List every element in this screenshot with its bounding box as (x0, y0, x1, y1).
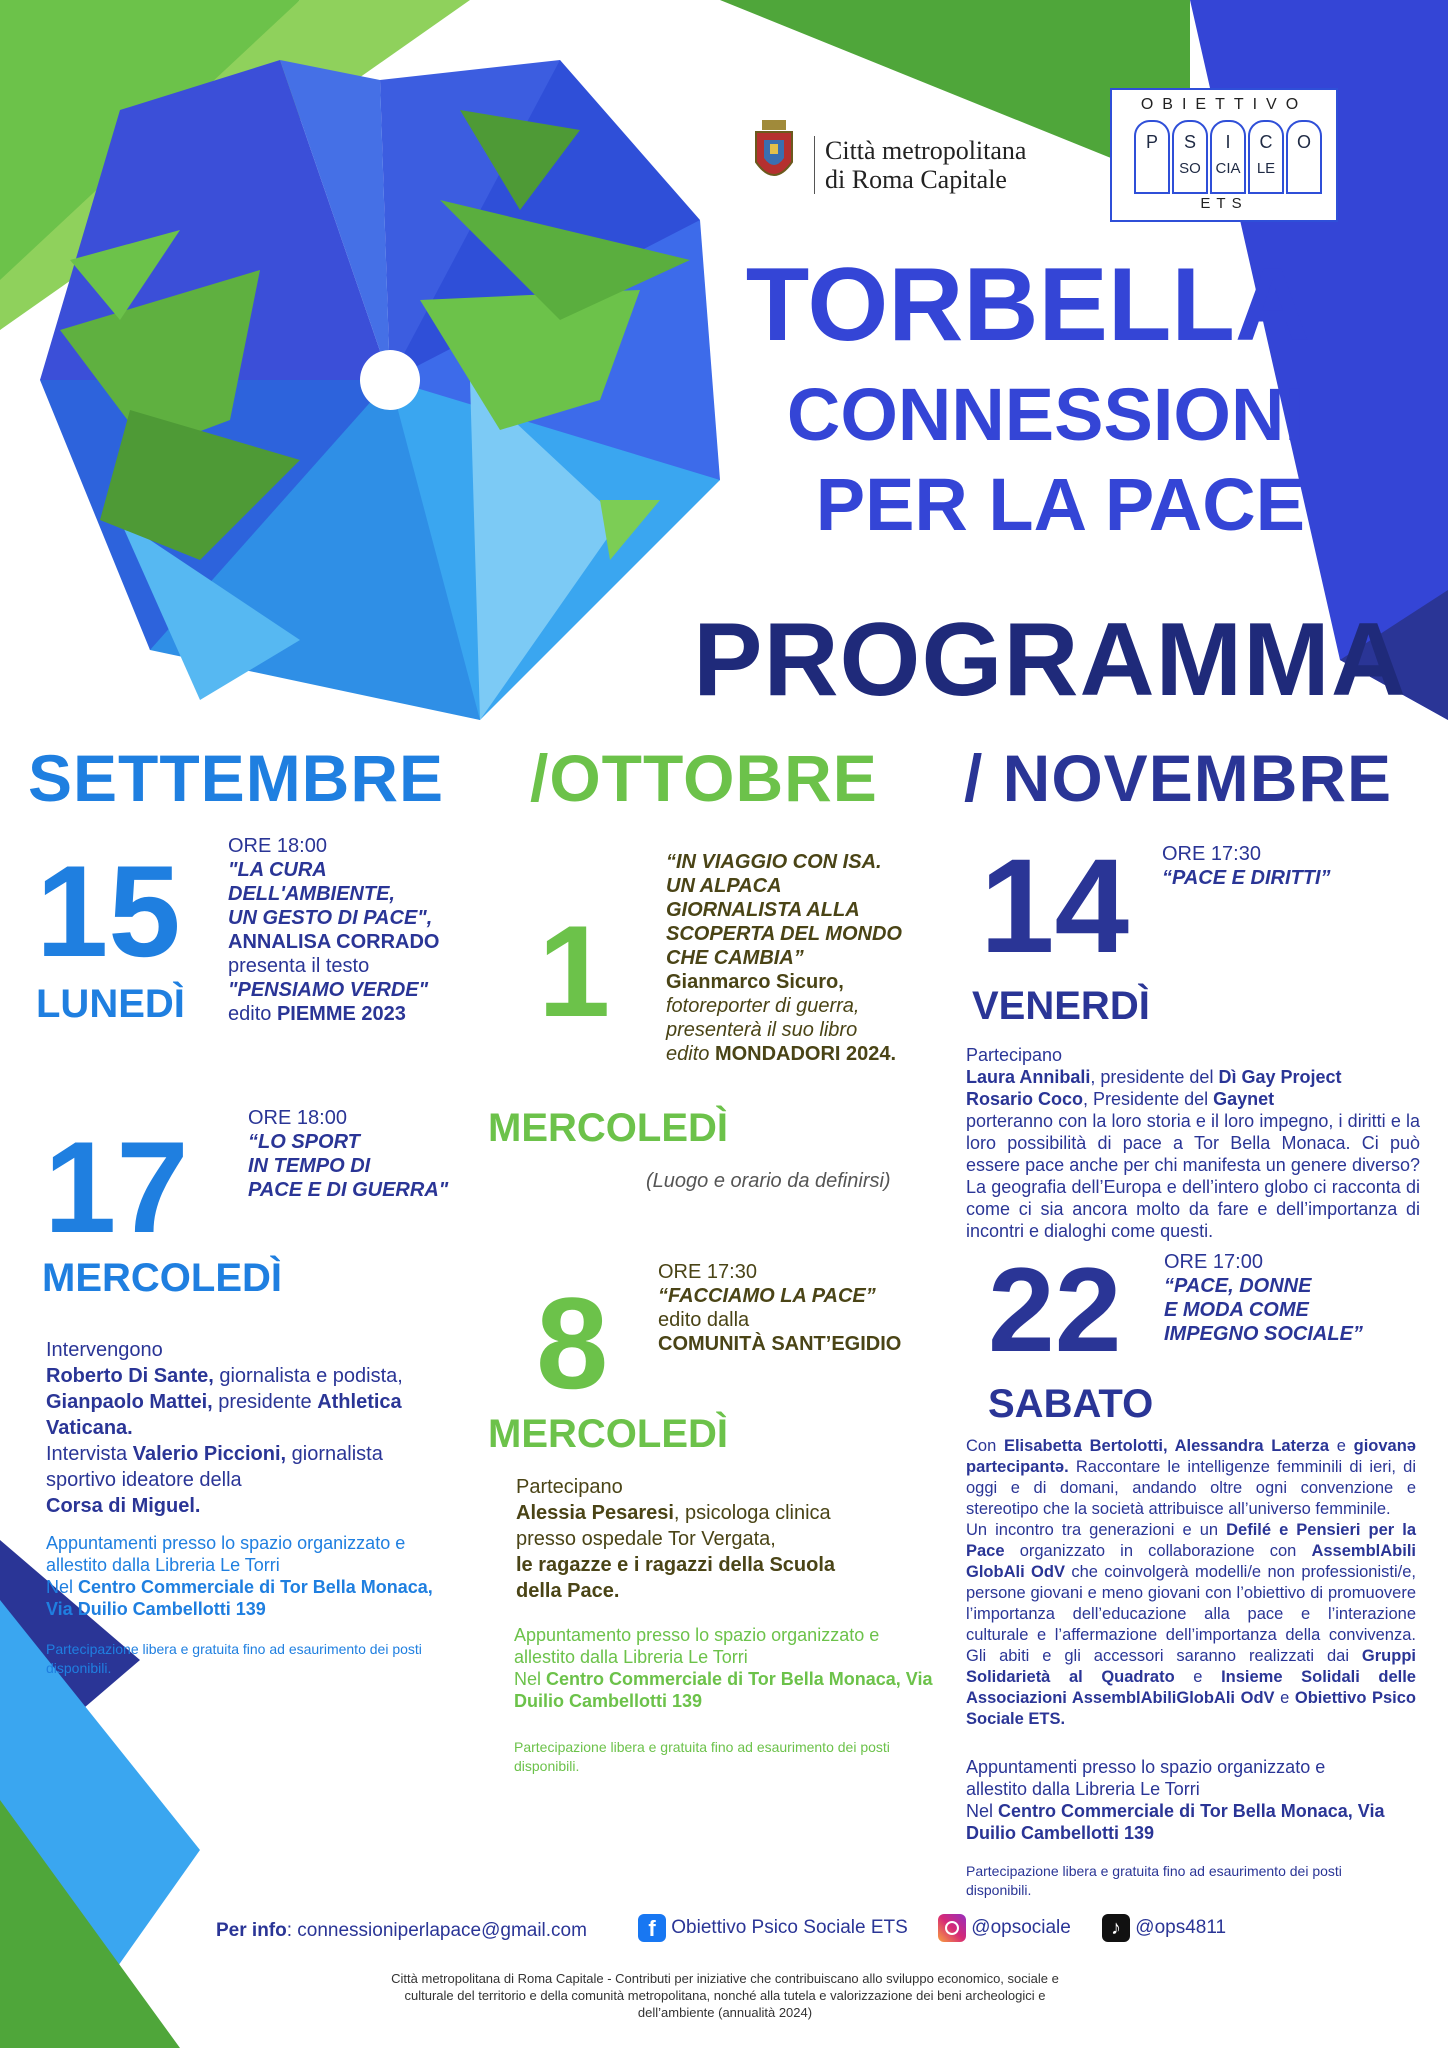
oct1-title-1: “IN VIAGGIO CON ISA. (666, 851, 882, 873)
oct8-title: “FACCIAMO LA PACE” (658, 1285, 876, 1307)
sep17-title-1: “LO SPORT (248, 1131, 360, 1153)
sep15-details (228, 834, 488, 1026)
nov22-title-3: IMPEGNO SOCIALE” (1164, 1323, 1363, 1345)
title-line2: CONNESSIONI (786, 373, 1305, 456)
sep17-intervengono: Intervengono (46, 1339, 163, 1361)
sep17-p3-name: Valerio Piccioni, (132, 1443, 287, 1465)
sep15-title-2: DELL'AMBIENTE, (228, 883, 395, 905)
oct8-p1-role: , psicologa clinica presso ospedale Tor Vergata, (516, 1502, 831, 1550)
org-logo-letter-o: O (1296, 132, 1311, 152)
oct8-weekday: MERCOLEDÌ (488, 1412, 728, 1456)
footer-info-label: Per info (216, 1920, 287, 1941)
sep17-p2-org: Athletica Vaticana. (46, 1391, 402, 1439)
oct8-appuntamento: Appuntamento presso lo spazio organizzato e allestito dalla Libreria Le Torri (514, 1625, 880, 1667)
footer-email[interactable]: : connessioniperlapace@gmail.com (286, 1920, 587, 1941)
nov22-weekday: SABATO (988, 1382, 1154, 1426)
nov22-org2: Obiettivo Psico Sociale ETS. (966, 1689, 1416, 1728)
nov14-p2-role: , Presidente del (1083, 1089, 1214, 1109)
nov14-details (1162, 842, 1412, 890)
authority-name-line2: di Roma Capitale (825, 165, 1007, 194)
footer-instagram[interactable] (938, 1914, 1071, 1942)
month-november: / NOVEMBRE (964, 741, 1393, 815)
nov22-day-number: 22 (988, 1243, 1122, 1377)
oct1-details (666, 850, 936, 1066)
nov22-body2a: Un incontro tra generazioni e un (966, 1521, 1227, 1539)
nov14-partecipano: Partecipano (966, 1045, 1063, 1065)
sep17-intervista: Intervista (46, 1443, 133, 1465)
sep17-participants (46, 1337, 436, 1519)
nov14-p1-name: Laura Annibali (966, 1067, 1091, 1087)
nov14-time: ORE 17:30 (1162, 843, 1261, 865)
sep17-place: Centro Commerciale di Tor Bella Monaca, Via Duilio Cambellotti 139 (46, 1577, 433, 1619)
nov22-details (1164, 1250, 1424, 1346)
oct1-edito: edito (666, 1043, 715, 1065)
oct1-role-2: presenterà il suo libro (666, 1019, 858, 1041)
sep17-p1-role: giornalista e podista, (213, 1365, 403, 1387)
sep17-corsa: Corsa di Miguel. (46, 1495, 201, 1517)
org-logo (1110, 88, 1338, 222)
nov22-org1: AssemblAbili GlobAli OdV (966, 1542, 1416, 1581)
nov22-title-1: “PACE, DONNE (1164, 1275, 1312, 1297)
oct1-note: (Luogo e orario da definirsi) (646, 1170, 891, 1192)
sep17-venue (46, 1532, 446, 1620)
sep15-edito: edito (228, 1003, 277, 1025)
globe-pinwheel (40, 60, 720, 720)
authority-name-line1: Città metropolitana (825, 136, 1027, 165)
sep15-time: ORE 18:00 (228, 835, 327, 857)
nov22-groups1: Gruppi Solidarietà al Quadrato (966, 1647, 1416, 1686)
org-logo-letter-s: S (1183, 132, 1196, 152)
nov22-body2c: che coinvolgerà modelli/e non professionisti/e, persone giovani e meno giovani con l’obiettivo di promuovere l’importanza dell’educazione alla pace e l’interazione culturale e l’affermazione dell’importanza della convivenza. Gli abiti e gli accessori saranno realizzati dai (966, 1563, 1416, 1665)
oct1-day-number: 1 (538, 898, 611, 1044)
footer-instagram-label: @opsociale (971, 1917, 1071, 1938)
footer-facebook[interactable] (638, 1914, 908, 1942)
org-logo-syllable-cia: CIA (1215, 160, 1241, 177)
oct1-title-4: SCOPERTA DEL MONDO (666, 923, 902, 945)
nov22-con: Con (966, 1437, 1004, 1455)
nov22-appuntamenti: Appuntamenti presso lo spazio organizzato e allestito dalla Libreria Le Torri (966, 1757, 1326, 1799)
sep15-weekday: LUNEDÌ (36, 982, 185, 1026)
oct8-partecipano: Partecipano (516, 1476, 623, 1498)
nov22-e: e (1329, 1437, 1354, 1455)
org-logo-bottom: ETS (1200, 195, 1248, 212)
sep15-presenta: presenta il testo (228, 955, 370, 977)
org-logo-letter-i: I (1225, 132, 1231, 152)
tiktok-icon: ♪ (1102, 1914, 1130, 1942)
org-logo-top: OBIETTIVO (1140, 96, 1308, 113)
nov22-names: Elisabetta Bertolotti, Alessandra Laterza (1003, 1437, 1330, 1455)
footer-tiktok-label: @ops4811 (1135, 1917, 1227, 1938)
nov14-title: “PACE E DIRITTI” (1162, 867, 1331, 889)
nov14-participants (966, 1044, 1420, 1242)
footer-info (216, 1920, 587, 1942)
oct8-students: le ragazze e i ragazzi della Scuola della Pace. (516, 1554, 836, 1602)
sep17-time: ORE 18:00 (248, 1107, 347, 1129)
sep17-free: Partecipazione libera e gratuita fino ad esaurimento dei posti disponibili. (46, 1641, 422, 1676)
oct1-author: Gianmarco Sicuro, (666, 971, 844, 993)
sep17-nel: Nel (46, 1577, 79, 1597)
oct8-participants (516, 1474, 876, 1604)
nov22-body1: Raccontare le intelligenze femminili di ieri, di oggi e di domani, andando oltre ogni convenzione e stereotipo che la società attribuisce all’universo femminile. (966, 1458, 1416, 1518)
sep17-p2-name: Gianpaolo Mattei, (46, 1391, 213, 1413)
oct1-title-5: CHE CAMBIA” (666, 947, 804, 969)
footer-facebook-label: Obiettivo Psico Sociale ETS (671, 1917, 908, 1938)
nov22-groups2: Insieme Solidali delle Associazioni AssemblAbiliGlobAli OdV (966, 1668, 1416, 1707)
nov14-p1-role: , presidente del (1090, 1067, 1219, 1087)
sep17-weekday: MERCOLEDÌ (42, 1256, 282, 1300)
sep17-day-number: 17 (44, 1114, 189, 1260)
coat-of-arms-icon (752, 118, 796, 194)
month-september: SETTEMBRE (28, 741, 445, 815)
oct8-edito: edito dalla (658, 1309, 750, 1331)
org-logo-letter-c: C (1259, 132, 1273, 152)
sep17-title-2: IN TEMPO DI (248, 1155, 371, 1177)
nov22-body2b: organizzato in collaborazione con (1004, 1542, 1312, 1560)
sep17-p2-role: presidente (212, 1391, 318, 1413)
oct8-nel: Nel (514, 1669, 547, 1689)
nov14-p2-name: Rosario Coco (966, 1089, 1084, 1109)
nov22-body2e: e (1274, 1689, 1295, 1707)
instagram-icon (938, 1914, 966, 1942)
oct1-title-2: UN ALPACA (666, 875, 782, 897)
sep17-title-3: PACE E DI GUERRA" (248, 1179, 449, 1201)
title-line1: TORBELLA (745, 247, 1310, 363)
sep15-title-3: UN GESTO DI PACE", (228, 907, 433, 929)
oct1-publisher: MONDADORI 2024. (714, 1043, 897, 1065)
oct8-publisher: COMUNITÀ SANT’EGIDIO (658, 1333, 902, 1355)
nov14-p1-org: Dì Gay Project (1218, 1067, 1342, 1087)
oct8-free: Partecipazione libera e gratuita fino ad esaurimento dei posti disponibili. (514, 1739, 890, 1774)
sep15-book: "PENSIAMO VERDE" (228, 979, 429, 1001)
nov14-weekday: VENERDÌ (972, 984, 1150, 1028)
sep15-title-1: "LA CURA (228, 859, 327, 881)
oct8-time: ORE 17:30 (658, 1261, 757, 1283)
nov22-venue (966, 1756, 1386, 1844)
nov14-day-number: 14 (980, 832, 1130, 981)
month-october: /OTTOBRE (530, 741, 878, 815)
footer-tiktok[interactable] (1102, 1914, 1226, 1942)
sep15-author: ANNALISA CORRADO (228, 931, 440, 953)
org-logo-syllable-so: SO (1179, 160, 1201, 177)
sep15-publisher: PIEMME 2023 (276, 1003, 406, 1025)
oct8-details (658, 1260, 948, 1356)
oct8-venue (514, 1624, 934, 1712)
oct1-title-3: GIORNALISTA ALLA (666, 899, 860, 921)
oct8-place: Centro Commerciale di Tor Bella Monaca, Via Duilio Cambellotti 139 (514, 1669, 933, 1711)
nov22-event-name: Defilé e Pensieri per la Pace (966, 1521, 1416, 1560)
nov22-title-2: E MODA COME (1164, 1299, 1309, 1321)
footer-credits: Città metropolitana di Roma Capitale - Contributi per iniziative che contribuiscano allo sviluppo economico, sociale e culturale del territorio e della comunità metropolitana, nonché alla tutela e valorizzazione dei beni archeologici e dell’ambiente (annualità 2024) (391, 1971, 1059, 2020)
sep17-details (248, 1106, 488, 1202)
oct1-weekday: MERCOLEDÌ (488, 1106, 728, 1150)
nov14-p2-org: Gaynet (1213, 1089, 1275, 1109)
programma-heading: PROGRAMMA (693, 602, 1407, 718)
title-line3: PER LA PACE (815, 463, 1305, 546)
oct8-day-number: 8 (536, 1270, 609, 1416)
sep17-appuntamenti: Appuntamenti presso lo spazio organizzato e allestito dalla Libreria Le Torri (46, 1533, 406, 1575)
nov22-free: Partecipazione libera e gratuita fino ad esaurimento dei posti disponibili. (966, 1863, 1342, 1898)
oct1-role-1: fotoreporter di guerra, (666, 995, 860, 1017)
nov22-body2d: e (1174, 1668, 1222, 1686)
sep17-p1-name: Roberto Di Sante, (46, 1365, 214, 1387)
org-logo-syllable-le: LE (1256, 160, 1276, 177)
nov22-time: ORE 17:00 (1164, 1251, 1263, 1273)
authority-logo (752, 118, 1052, 198)
nov22-place: Centro Commerciale di Tor Bella Monaca, Via Duilio Cambellotti 139 (966, 1801, 1385, 1843)
nov22-young: giovanǝ partecipantǝ. (966, 1437, 1416, 1476)
nov22-body (966, 1436, 1416, 1730)
org-logo-letter-p: P (1145, 132, 1158, 152)
facebook-icon: f (638, 1914, 666, 1942)
nov22-nel: Nel (966, 1801, 999, 1821)
nov14-body: porteranno con la loro storia e il loro impegno, i diritti e la loro possibilità di pace a Tor Bella Monaca. Ci può essere pace anche per chi manifesta un genere diverso? La geografia dell’Europa e dell’intero globo ci racconta di come ci sia ancora molto da fare e dell’importanza di incontri e dialoghi come questi. (966, 1111, 1420, 1241)
sep15-day-number: 15 (36, 838, 181, 984)
sep17-p3-role: giornalista sportivo ideatore della (46, 1443, 383, 1491)
oct8-p1-name: Alessia Pesaresi (516, 1502, 674, 1524)
